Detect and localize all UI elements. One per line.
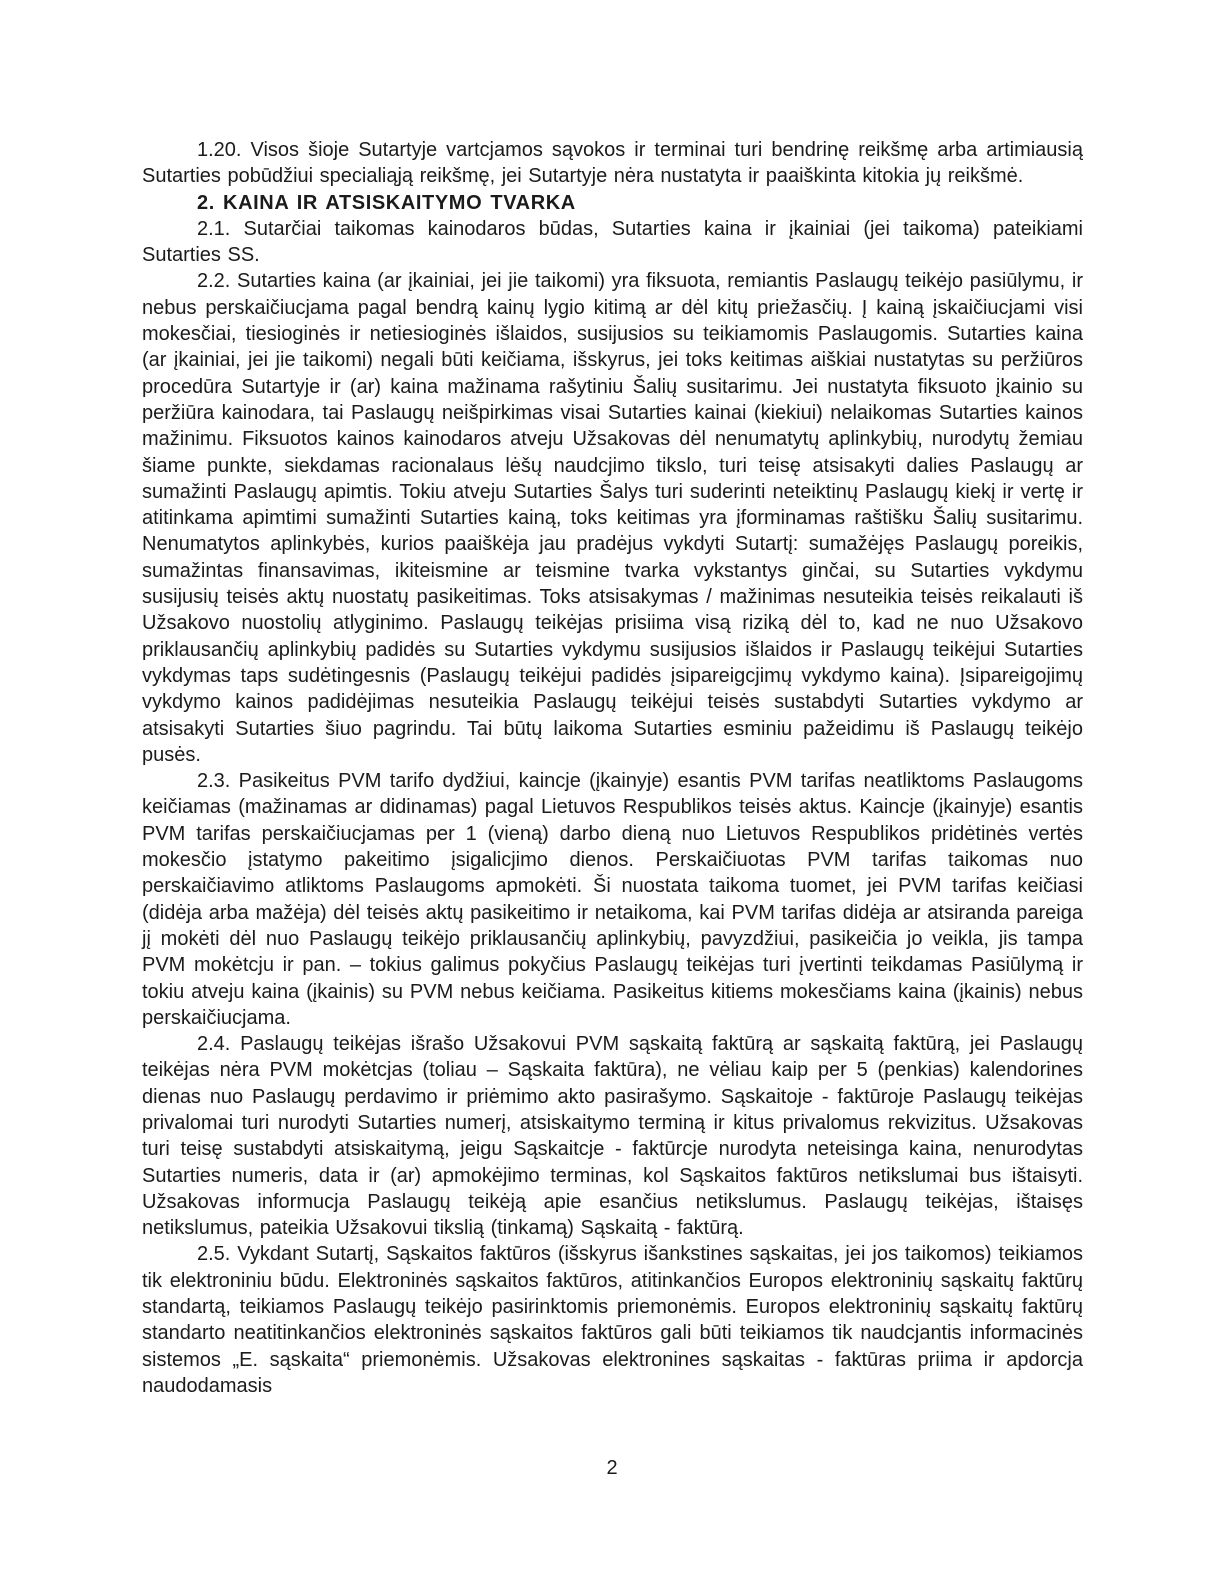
paragraph-2-3: 2.3. Pasikeitus PVM tarifo dydžiui, kaincje (įkainyje) esantis PVM tarifas neatliktoms Paslaugoms keičiamas (mažinamas ar didinamas) pagal Lietuvos Respublikos teisės aktus. Kaincje (įkainyje) esantis PVM tarifas perskaičiucjamas per 1 (vieną) darbo dieną nuo Lietuvos Respublikos pridėtinės vertės mokesčio įstatymo pakeitimo įsigalicjimo dienos. Perskaičiuotas PVM tarifas taikomas nuo perskaičiavimo atliktoms Paslaugoms apmokėti. Ši nuostata taikoma tuomet, jei PVM tarifas keičiasi (didėja arba mažėja) dėl teisės aktų pasikeitimo ir netaikoma, kai PVM tarifas didėja ar atsiranda pareiga jį mokėti dėl nuo Paslaugų teikėjo priklausančių aplinkybių, pavyzdžiui, pasikeičia jo veikla, jis tampa PVM mokėtcju ir pan. – tokius galimus pokyčius Paslaugų teikėjas turi įvertinti teikdamas Pasiūlymą ir tokiu atveju kaina (įkainis) su PVM nebus keičiama. Pasikeitus kitiems mokesčiams kaina (įkainis) nebus perskaičiucjama. bbox=[142, 770, 1083, 1029]
paragraph-2-2: 2.2. Sutarties kaina (ar įkainiai, jei jie taikomi) yra fiksuota, remiantis Paslaugų teikėjo pasiūlymu, ir nebus perskaičiucjama pagal bendrą kainų lygio kitimą ar dėl kitų priežasčių. Į kainą įskaičiucjami visi mokesčiai, tiesioginės ir netiesioginės išlaidos, susijusios su teikiamomis Paslaugomis. Sutarties kaina (ar įkainiai, jei jie taikomi) negali būti keičiama, išskyrus, jei toks keitimas aiškiai nustatytas su peržiūros procedūra Sutartyje ir (ar) kaina mažinama rašytiniu Šalių susitarimu. Jei nustatyta fiksuoto įkainio su peržiūra kainodara, tai Paslaugų neišpirkimas visai Sutarties kainai (kiekiui) nelaikomas Sutarties kainos mažinimu. Fiksuotos kainos kainodaros atveju Užsakovas dėl nenumatytų aplinkybių, nurodytų žemiau šiame punkte, siekdamas racionalaus lėšų naudcjimo tikslo, turi teisę atsisakyti dalies Paslaugų ar sumažinti Paslaugų apimtis. Tokiu atveju Sutarties Šalys turi suderinti neteiktinų Paslaugų kiekį ir vertę ir atitinkama apimtimi sumažinti Sutarties kainą, toks keitimas yra įforminamas raštišku Šalių susitarimu. Nenumatytos aplinkybės, kurios paaiškėja jau pradėjus vykdyti Sutartį: sumažėjęs Paslaugų poreikis, sumažintas finansavimas, ikiteismine ar teismine tvarka vykstantys ginčai, su Sutarties vykdymu susijusių teisės aktų nuostatų pasikeitimas. Toks atsisakymas / mažinimas nesuteikia teisės reikalauti iš Užsakovo nuostolių atlyginimo. Paslaugų teikėjas prisiima visą riziką dėl to, kad ne nuo Užsakovo priklausančių aplinkybių padidės su Sutarties vykdymu susijusios išlaidos ir Paslaugų teikėjui Sutarties vykdymas taps sudėtingesnis (Paslaugų teikėjui padidės įsipareigcjimų vykdymo kaina). Įsipareigojimų vykdymo kainos padidėjimas nesuteikia Paslaugų teikėjui teisės sustabdyti Sutarties vykdymo ar atsisakyti Sutarties šiuo pagrindu. Tai būtų laikoma Sutarties esminiu pažeidimu iš Paslaugų teikėjo pusės. bbox=[142, 270, 1083, 766]
page-number: 2 bbox=[606, 1457, 618, 1479]
document-body bbox=[142, 137, 1083, 1399]
paragraph-2-5: 2.5. Vykdant Sutartį, Sąskaitos faktūros (išskyrus išankstines sąskaitas, jei jos taikomos) teikiamos tik elektroniniu būdu. Elektroninės sąskaitos faktūros, atitinkančios Europos elektroninių sąskaitų faktūrų standartą, teikiamos Paslaugų teikėjo pasirinktomis priemonėmis. Europos elektroninių sąskaitų faktūrų standarto neatitinkančios elektroninės sąskaitos faktūros gali būti teikiamos tik naudcjantis informacinės sistemos „E. sąskaita“ priemonėmis. Užsakovas elektronines sąskaitas - faktūras priima ir apdorcja naudodamasis bbox=[142, 1243, 1083, 1397]
paragraph-1-20: 1.20. Visos šioje Sutartyje vartcjamos sąvokos ir terminai turi bendrinę reikšmę arba artimiausią Sutarties pobūdžiui specialiąją reikšmę, jei Sutartyje nėra nustatyta ir paaiškinta kitokia jų reikšmė. bbox=[142, 139, 1083, 188]
paragraph-2-1: 2.1. Sutarčiai taikomas kainodaros būdas, Sutarties kaina ir įkainiai (jei taikoma) pateikiami Sutarties SS. bbox=[142, 217, 1083, 267]
paragraph-2-4: 2.4. Paslaugų teikėjas išrašo Užsakovui PVM sąskaitą faktūrą ar sąskaitą faktūrą, jei Paslaugų teikėjas nėra PVM mokėtcjas (toliau – Sąskaita faktūra), ne vėliau kaip per 5 (penkias) kalendorines dienas nuo Paslaugų perdavimo ir priėmimo akto pasirašymo. Sąskaitoje - faktūroje Paslaugų teikėjas privalomai turi nurodyti Sutarties numerį, atsiskaitymo terminą ir kitus privalomus rekvizitus. Užsakovas turi teisę sustabdyti atsiskaitymą, jeigu Sąskaitcje - faktūrcje nurodyta neteisinga kaina, nenurodytas Sutarties numeris, data ir (ar) apmokėjimo terminas, kol Sąskaitos faktūros netikslumai bus ištaisyti. Užsakovas informucja Paslaugų teikėją apie esančius netikslumus. Paslaugų teikėjas, ištaisęs netikslumus, pateikia Užsakovui tikslią (tinkamą) Sąskaitą - faktūrą. bbox=[142, 1033, 1083, 1240]
section-heading-kaina-ir-atsiskaitymo-tvarka: 2. KAINA IR ATSISKAITYMO TVARKA bbox=[197, 191, 576, 214]
